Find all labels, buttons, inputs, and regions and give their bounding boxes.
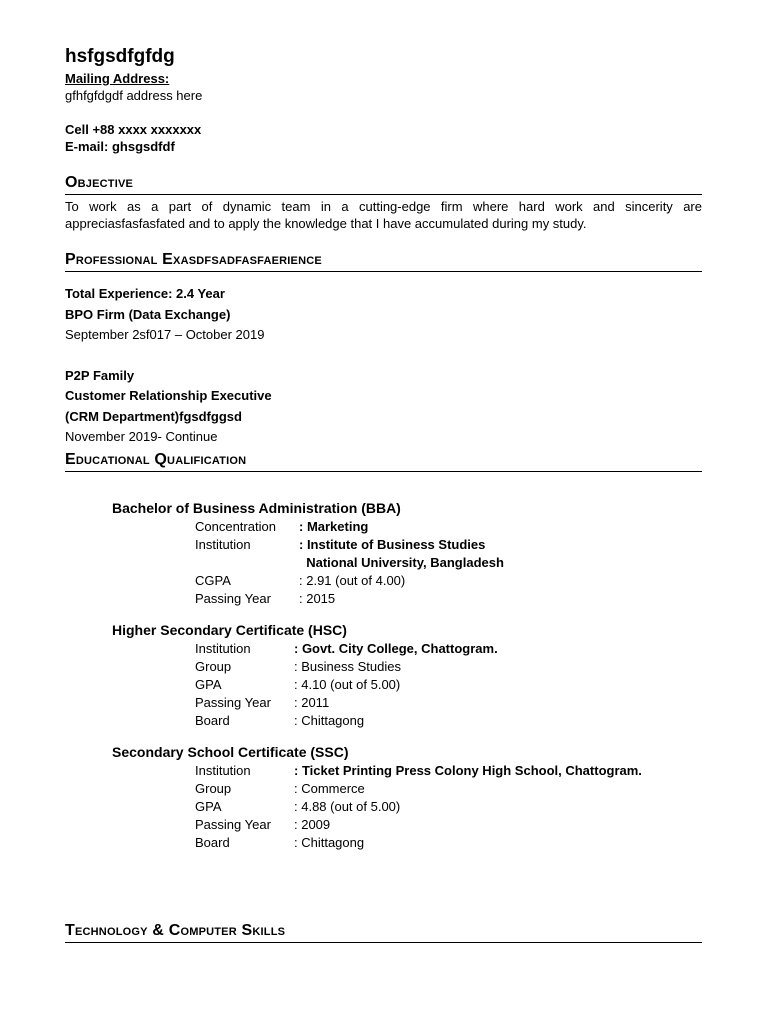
degree-hsc (112, 620, 702, 730)
degree-title: Secondary School Certificate (SSC) (112, 743, 349, 760)
degree-row: GPA : 4.10 (out of 5.00) (195, 676, 401, 692)
resume-page (65, 44, 702, 943)
degree-row: Board : Chittagong (195, 834, 365, 850)
skills-heading: Technology & Computer Skills (65, 921, 702, 943)
degree-bba (112, 498, 702, 608)
degree-row: Institution : Ticket Printing Press Colony High School, Chattogram. (195, 762, 642, 778)
candidate-name: hsfgsdfgfdg (65, 46, 175, 67)
job-2-company: P2P Family (65, 367, 135, 383)
education-heading: Educational Qualification (65, 450, 702, 472)
degree-row: Institution : Institute of Business Studies (195, 536, 486, 552)
job-2-period: November 2019- Continue (65, 429, 218, 444)
degree-row: Group : Business Studies (195, 658, 401, 674)
degree-row: Passing Year : 2011 (195, 694, 330, 710)
mailing-address: gfhfgfdgdf address here (65, 88, 203, 103)
mailing-address-label: Mailing Address: (65, 71, 170, 86)
degree-row: Group : Commerce (195, 780, 365, 796)
degree-ssc (112, 742, 702, 852)
job-2-position: Customer Relationship Executive (65, 388, 272, 403)
email-address: E-mail: ghsgsdfdf (65, 139, 175, 154)
degree-row: Institution : Govt. City College, Chattogram. (195, 640, 498, 656)
degree-title: Bachelor of Business Administration (BBA) (112, 499, 401, 516)
cell-number: Cell +88 xxxx xxxxxxx (65, 122, 202, 137)
job-1-company: BPO Firm (Data Exchange) (65, 306, 231, 322)
degree-row: Passing Year : 2009 (195, 816, 331, 832)
degree-title: Higher Secondary Certificate (HSC) (112, 621, 347, 638)
degree-row: Board : Chittagong (195, 712, 365, 728)
degree-row: Concentration : Marketing (195, 518, 369, 534)
experience-heading: Professional Exasdfsadfasfaerience (65, 250, 702, 272)
objective-heading: Objective (65, 173, 702, 195)
job-1-period: September 2sf017 – October 2019 (65, 327, 265, 342)
degree-row: National University, Bangladesh (299, 554, 504, 570)
job-2-department: (CRM Department)fgsdfggsd (65, 408, 242, 424)
objective-text: To work as a part of dynamic team in a cutting-edge firm where hard work and sincerity are appreciasfasfasfated and to apply the knowledge that I have accumulated during my study. (65, 199, 702, 231)
degree-row: Passing Year : 2015 (195, 590, 336, 606)
total-experience: Total Experience: 2.4 Year (65, 286, 225, 301)
degree-row: CGPA : 2.91 (out of 4.00) (195, 572, 406, 588)
degree-row: GPA : 4.88 (out of 5.00) (195, 798, 401, 814)
